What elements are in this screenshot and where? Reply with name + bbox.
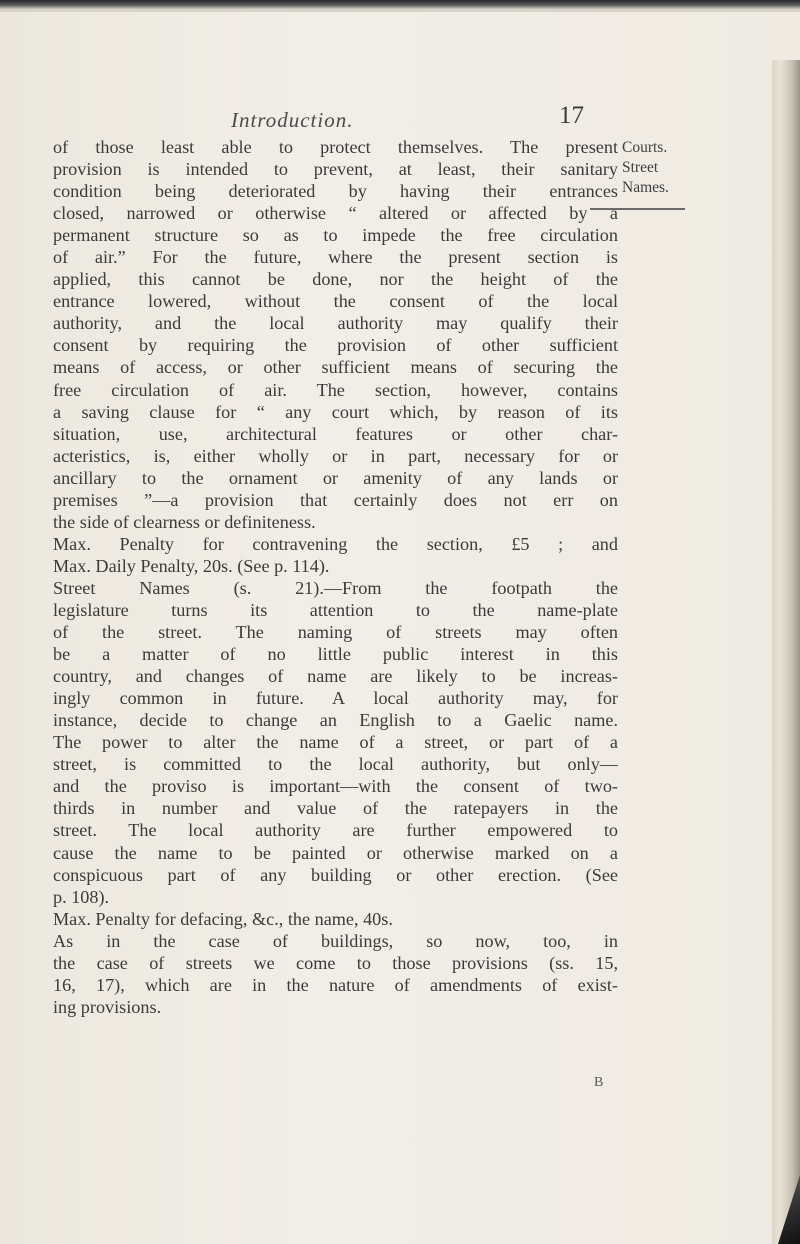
text-line: Max. Penalty for contravening the section, £5 ; and (53, 533, 618, 554)
text-line: As in the case of buildings, so now, too, in (53, 930, 618, 951)
text-line: of air.” For the future, where the present section is (53, 247, 618, 268)
text-line: ing provisions. (53, 996, 162, 1017)
running-title: Introduction. (231, 108, 354, 132)
text-line: cause the name to be painted or otherwise marked on a (53, 842, 618, 863)
text-line: condition being deteriorated by having their entrances (53, 181, 618, 202)
text-line: permanent structure so as to impede the free circulation (53, 225, 618, 246)
text-line: Max. Penalty for defacing, &c., the name, 40s. (53, 908, 393, 929)
page-top-edge-line (0, 9, 800, 12)
margin-sidenote (622, 138, 678, 198)
text-line: street, is committed to the local authority, but only— (53, 754, 618, 775)
signature-mark: B (594, 1075, 604, 1090)
text-line: p. 108). (53, 886, 110, 907)
running-head (0, 102, 800, 136)
text-line: legislature turns its attention to the name-plate (53, 599, 618, 620)
text-line: 16, 17), which are in the nature of amendments of exist- (53, 974, 618, 995)
text-line: consent by requiring the provision of other sufficient (53, 335, 618, 356)
text-line: entrance lowered, without the consent of the local (53, 291, 618, 312)
text-line: The power to alter the name of a street, or part of a (53, 732, 618, 753)
page-number: 17 (559, 102, 584, 129)
text-line: premises ”—a provision that certainly does not err on (53, 489, 618, 510)
text-line: of the street. The naming of streets may often (53, 622, 618, 643)
sidenote-names: Names. (622, 179, 669, 196)
sidenote-street: Street (622, 159, 659, 176)
page-top-edge (0, 0, 800, 9)
text-line: provision is intended to prevent, at least, their sanitary (53, 159, 618, 180)
text-line: applied, this cannot be done, nor the height of the (53, 269, 618, 290)
text-line: a saving clause for “ any court which, by reason of its (53, 401, 618, 422)
text-line: Street Names (s. 21).—From the footpath the (53, 577, 618, 598)
text-line: authority, and the local authority may qualify their (53, 313, 618, 334)
text-line: and the proviso is important—with the consent of two- (53, 776, 618, 797)
text-line: free circulation of air. The section, however, contains (53, 379, 618, 400)
text-line: the side of clearness or definiteness. (53, 511, 316, 532)
text-line: acteristics, is, either wholly or in part, necessary for or (53, 445, 618, 466)
text-line: situation, use, architectural features or other char- (53, 423, 618, 444)
text-line: ancillary to the ornament or amenity of any lands or (53, 467, 618, 488)
text-line: instance, decide to change an English to a Gaelic name. (53, 710, 618, 731)
text-line: means of access, or other sufficient means of securing the (53, 357, 618, 378)
text-line: country, and changes of name are likely to be increas- (53, 666, 618, 687)
page-right-edge (772, 60, 800, 1244)
text-line: the case of streets we come to those provisions (ss. 15, (53, 952, 618, 973)
text-line: ingly common in future. A local authority may, for (53, 688, 618, 709)
text-line: Max. Daily Penalty, 20s. (See p. 114). (53, 555, 330, 576)
text-line: be a matter of no little public interest in this (53, 644, 618, 665)
body-text (53, 136, 618, 1018)
text-line: closed, narrowed or otherwise “ altered or affected by a (53, 203, 618, 224)
text-line: conspicuous part of any building or other erection. (See (53, 864, 618, 885)
text-line: street. The local authority are further empowered to (53, 820, 618, 841)
text-line: of those least able to protect themselves. The present (53, 137, 618, 157)
sidenote-courts: Courts. (622, 139, 668, 156)
text-line: thirds in number and value of the ratepayers in the (53, 798, 618, 819)
